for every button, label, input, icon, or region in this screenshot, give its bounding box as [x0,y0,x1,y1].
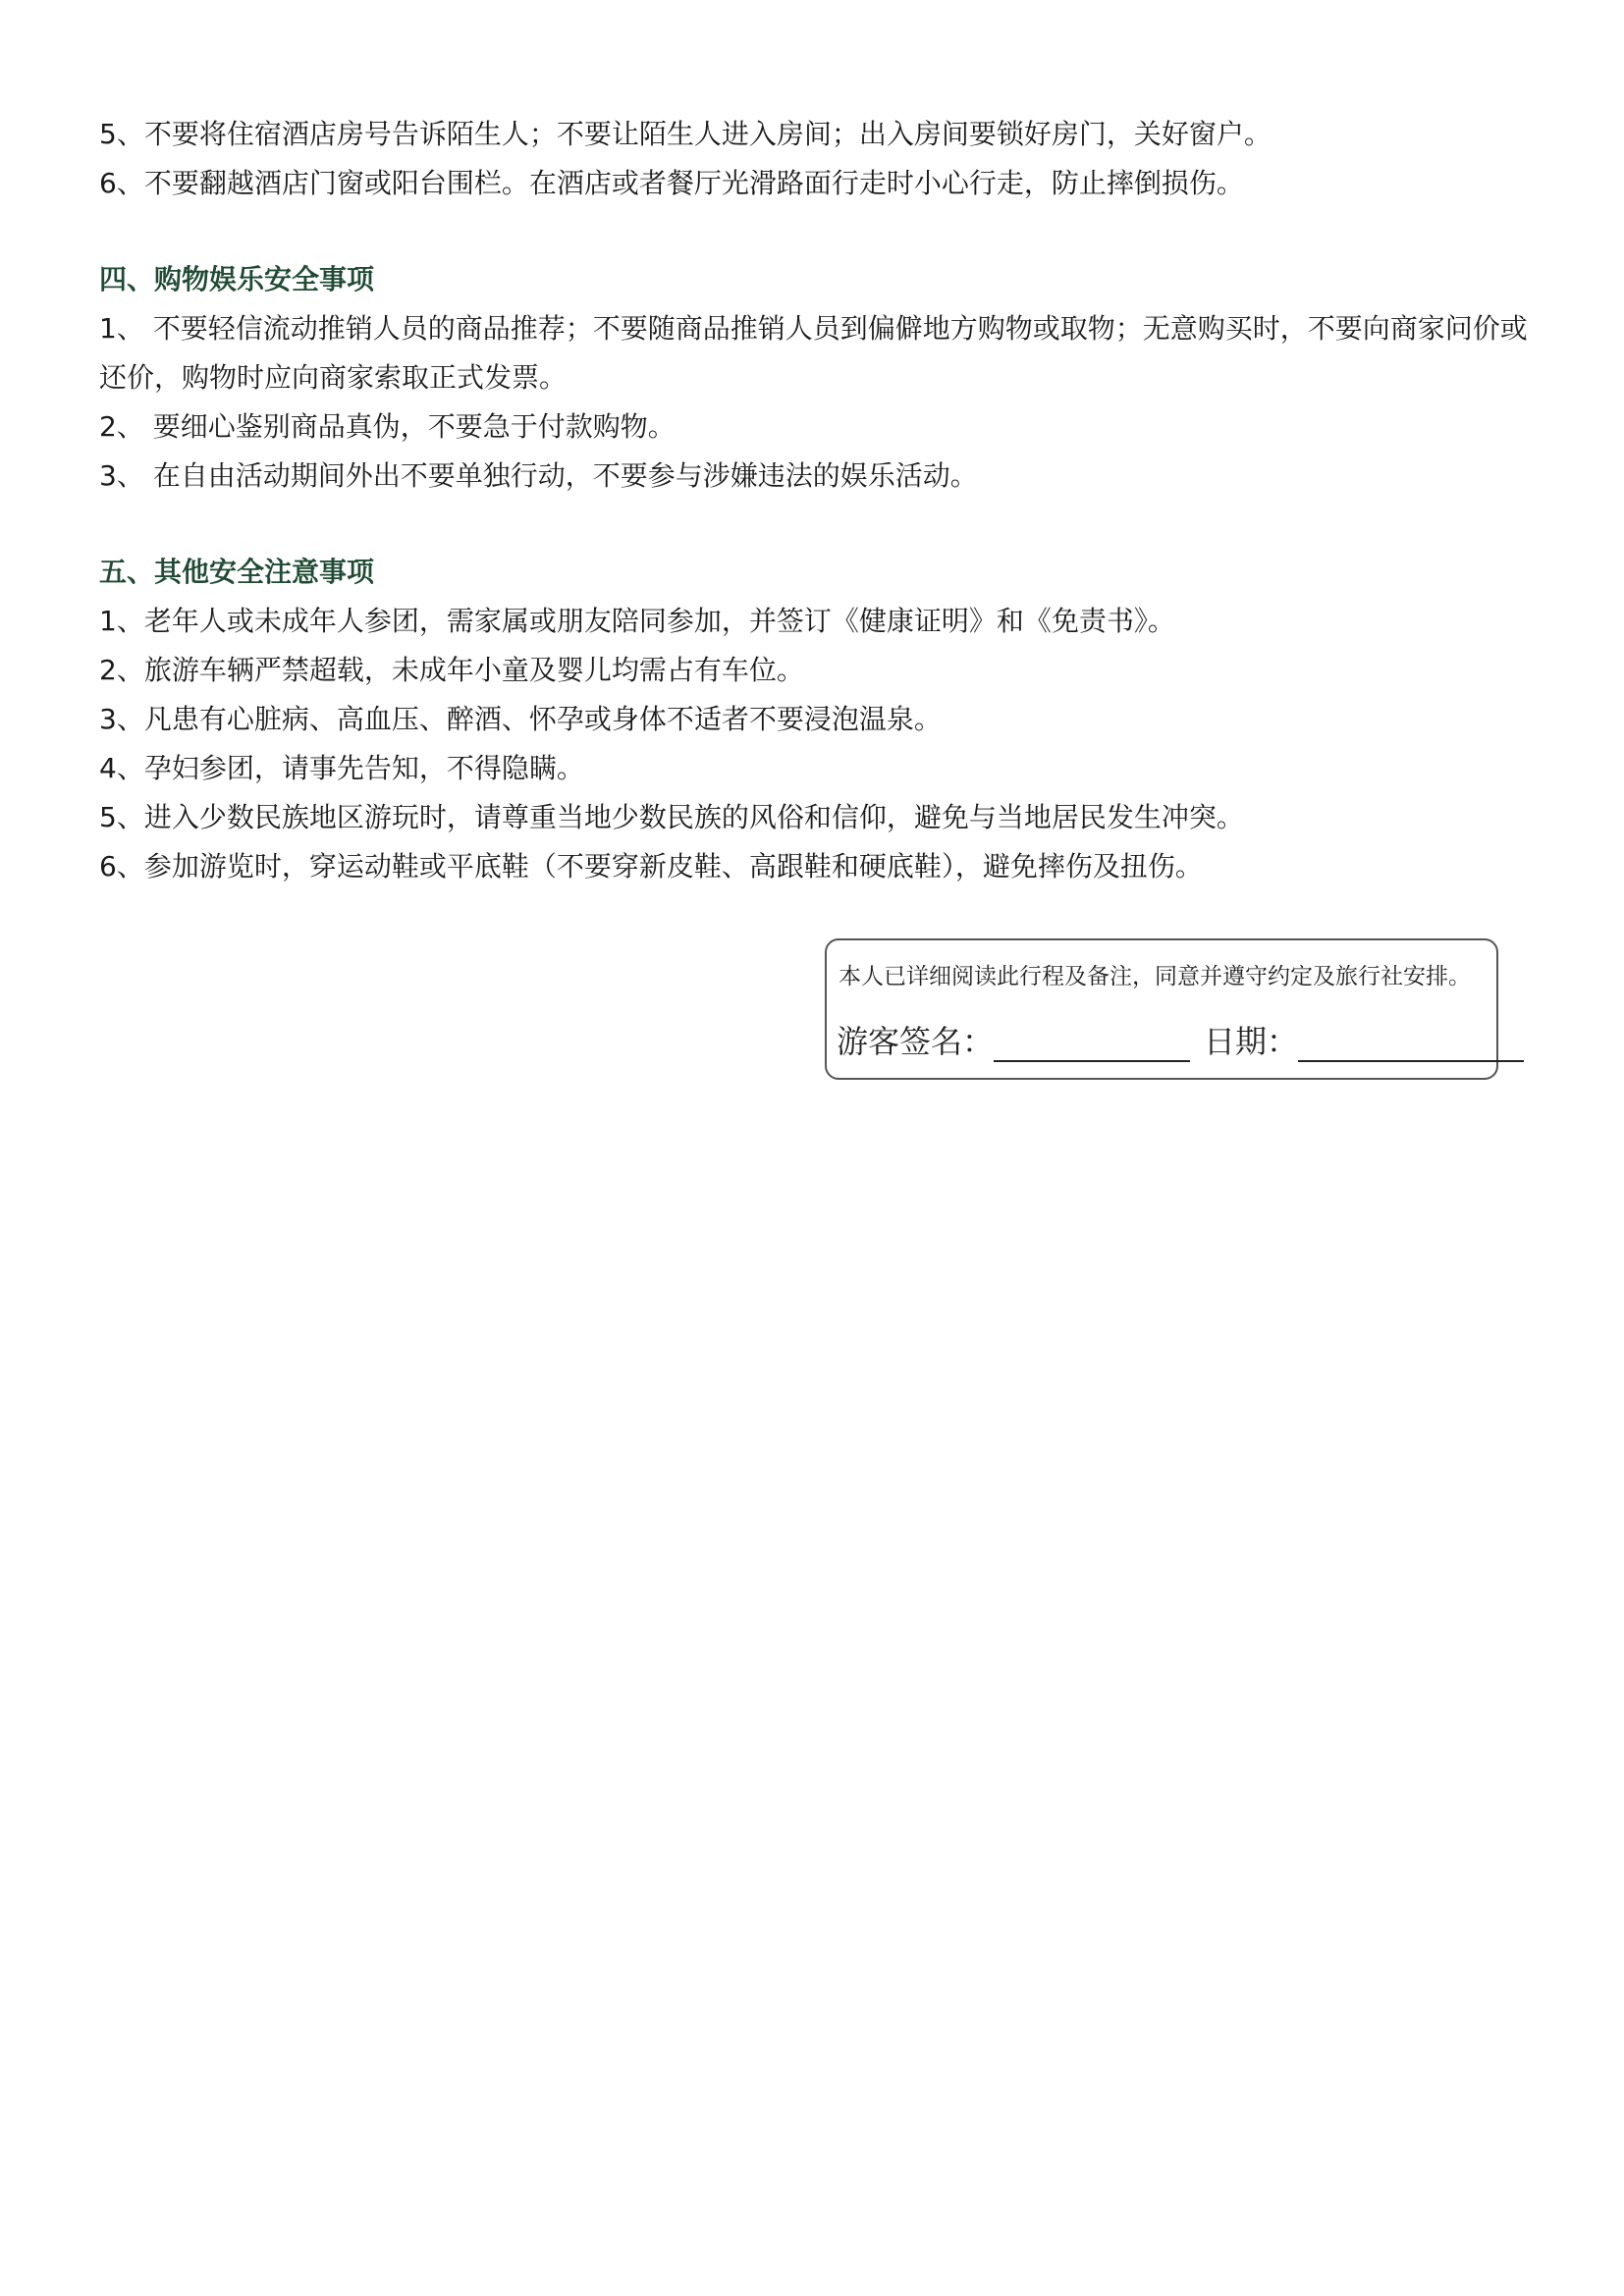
date-field[interactable] [1298,1027,1524,1062]
section-gap [99,208,1543,255]
document-content [99,110,1543,891]
shopping-item-3: 3、 在自由活动期间外出不要单独行动，不要参与涉嫌违法的娱乐活动。 [99,459,978,492]
shopping-item-2: 2、 要细心鉴别商品真伪，不要急于付款购物。 [99,410,676,443]
hotel-item-6: 6、不要翻越酒店门窗或阳台围栏。在酒店或者餐厅光滑路面行走时小心行走，防止摔倒损伤。 [99,167,1244,199]
visitor-signature-field[interactable] [994,1027,1190,1062]
other-item-6: 6、参加游览时，穿运动鞋或平底鞋（不要穿新皮鞋、高跟鞋和硬底鞋），避免摔伤及扭伤。 [99,850,1203,882]
other-item-4: 4、孕妇参团，请事先告知，不得隐瞒。 [99,752,584,784]
other-item-3: 3、凡患有心脏病、高血压、醉酒、怀孕或身体不适者不要浸泡温泉。 [99,703,942,735]
date-label: 日期： [1204,1023,1299,1060]
hotel-item-5: 5、不要将住宿酒店房号告诉陌生人；不要让陌生人进入房间；出入房间要锁好房门，关好窗户。 [99,118,1272,150]
shopping-item-1: 1、 不要轻信流动推销人员的商品推荐；不要随商品推销人员到偏僻地方购物或取物；无意购买时，不要向商家问价或还价，购物时应向商家索取正式发票。 [99,312,1528,394]
other-item-2: 2、旅游车辆严禁超载，未成年小童及婴儿均需占有车位。 [99,654,804,686]
other-item-5: 5、进入少数民族地区游玩时，请尊重当地少数民族的风俗和信仰，避免与当地居民发生冲突。 [99,801,1244,833]
visitor-signature-label: 游客签名： [837,1023,995,1060]
section-gap [99,501,1543,548]
signature-box [825,938,1498,1080]
shopping-section-heading: 四、购物娱乐安全事项 [99,263,375,295]
signature-note: 本人已详细阅读此行程及备注，同意并遵守约定及旅行社安排。 [839,964,1471,989]
other-item-1: 1、老年人或未成年人参团，需家属或朋友陪同参加，并签订《健康证明》和《免责书》。 [99,605,1175,637]
signature-row [837,1017,1524,1062]
other-section-heading: 五、其他安全注意事项 [99,556,375,588]
